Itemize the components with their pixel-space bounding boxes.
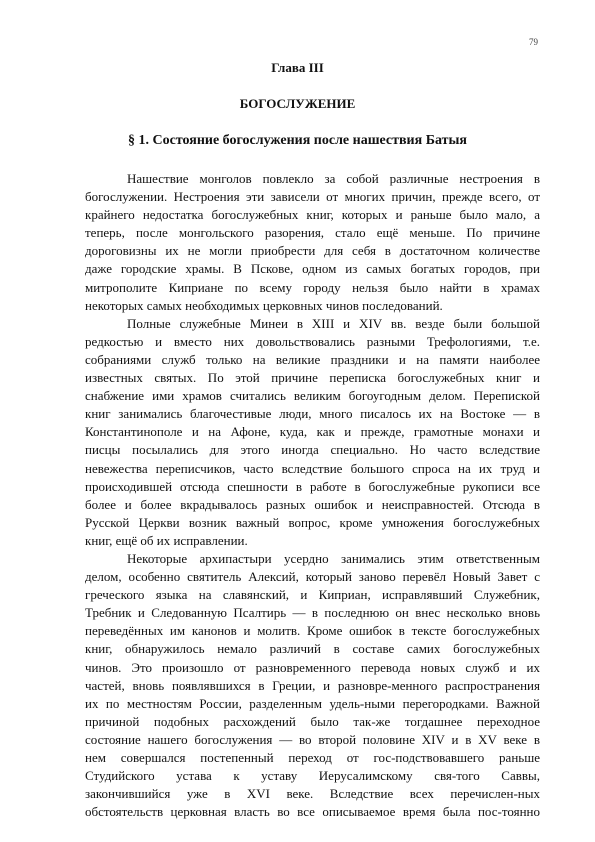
text-line: собраниями служб только на великие праздники и на памяти наиболее — [85, 351, 540, 367]
text-line: переведённых им канонов и молитв. Кроме ошибок в тексте богослужебных — [85, 623, 540, 639]
body-text — [85, 170, 540, 821]
text-line: некоторых самых необходимых церковных чинов последований. — [85, 297, 443, 313]
text-line: происходившей отсюда спешности в работе в богослужебные рукописи все — [85, 478, 540, 494]
text-line: теперь, после монгольского разорения, стало ещё меньше. По причине — [85, 225, 540, 241]
text-line: невежества переписчиков, часто вследствие большого спроса на их труд и — [85, 460, 540, 476]
text-line: закончившийся уже в XVI веке. Вследствие всех перечислен-ных — [85, 786, 540, 802]
page-number: 79 — [529, 37, 538, 47]
text-line: причиной подобных расхождений было так-же тогдашнее переходное — [85, 713, 540, 729]
text-line: обстоятельств церковная власть во все описываемое время была пос-тоянно — [85, 804, 540, 820]
text-line: книг занимались благочестивые люди, много писалось их на Востоке — в — [85, 406, 540, 422]
text-line: крайнего недостатка богослужебных книг, которых и раньше было мало, а — [85, 207, 540, 223]
text-line: Некоторые архипастыри усердно занимались этим ответственным — [127, 550, 540, 566]
text-line: Требник и Следованную Псалтирь — в последнюю он внес несколько вновь — [85, 605, 540, 621]
text-line: состояние нашего богослужения — во второй половине XIV и в XV веке в — [85, 731, 540, 747]
text-line: греческого языка на славянский, и Киприан, исправлявший Служебник, — [85, 587, 540, 603]
text-line: дороговизны их не могли приобрести для себя в достаточном количестве — [85, 243, 540, 259]
paragraph-title: § 1. Состояние богослужения после нашествия Батыя — [128, 133, 467, 148]
text-line: Нашествие монголов повлекло за собой различные нестроения в — [127, 171, 540, 186]
text-line: известных святых. По этой причине переписка богослужебных книг и — [85, 370, 540, 386]
text-line: Константинополе и на Афоне, куда, как и прежде, грамотные монахи и — [85, 424, 540, 440]
text-line: делом, особенно святитель Алексий, который заново перевёл Новый Завет с — [85, 569, 540, 585]
text-line: писцы посылались для этого иногда специально. Но часто вследствие — [85, 442, 540, 458]
text-line: их по местностям России, разделенным удель-ными перегородками. Важной — [85, 695, 540, 711]
text-line: митрополите Киприане по всему городу нельзя было найти в храмах — [85, 279, 540, 295]
text-line: даже городские храмы. В Пскове, одном из самых богатых городов, при — [85, 261, 540, 277]
text-line: частей, вновь появлявшихся в Греции, и разновре-менного распространения — [85, 677, 540, 693]
text-line: редкостью и вместо них довольствовались разными Трефологиями, т.е. — [85, 333, 540, 349]
text-line: чинов. Это произошло от разновременного перевода новых служб и их — [85, 659, 540, 675]
text-line: снабжение ими храмов считались великим богоугодным делом. Перепиской — [85, 388, 540, 404]
text-line: Русской Церкви возник важный вопрос, кроме умножения богослужебных — [85, 514, 540, 530]
text-line: Студийского устава к уставу Иерусалимскому свя-того Саввы, — [85, 768, 540, 784]
text-line: книг, ещё об их исправлении. — [85, 532, 248, 548]
text-line: нем совершался постепенный переход от гос-подствовавшего раньше — [85, 750, 540, 765]
text-line: Полные служебные Минеи в XIII и XIV вв. везде были большой — [127, 315, 540, 331]
chapter-heading: Глава III — [271, 60, 324, 75]
section-title: БОГОСЛУЖЕНИЕ — [239, 96, 356, 111]
text-line: богослужении. Нестроения эти зависели от многих причин, прежде всего, от — [85, 189, 540, 205]
text-line: более и более вкрадывалось разных ошибок и неисправностей. Отсюда в — [85, 496, 540, 512]
text-line: книг, обнаружилось немало различий в составе самих богослужебных — [85, 641, 540, 657]
